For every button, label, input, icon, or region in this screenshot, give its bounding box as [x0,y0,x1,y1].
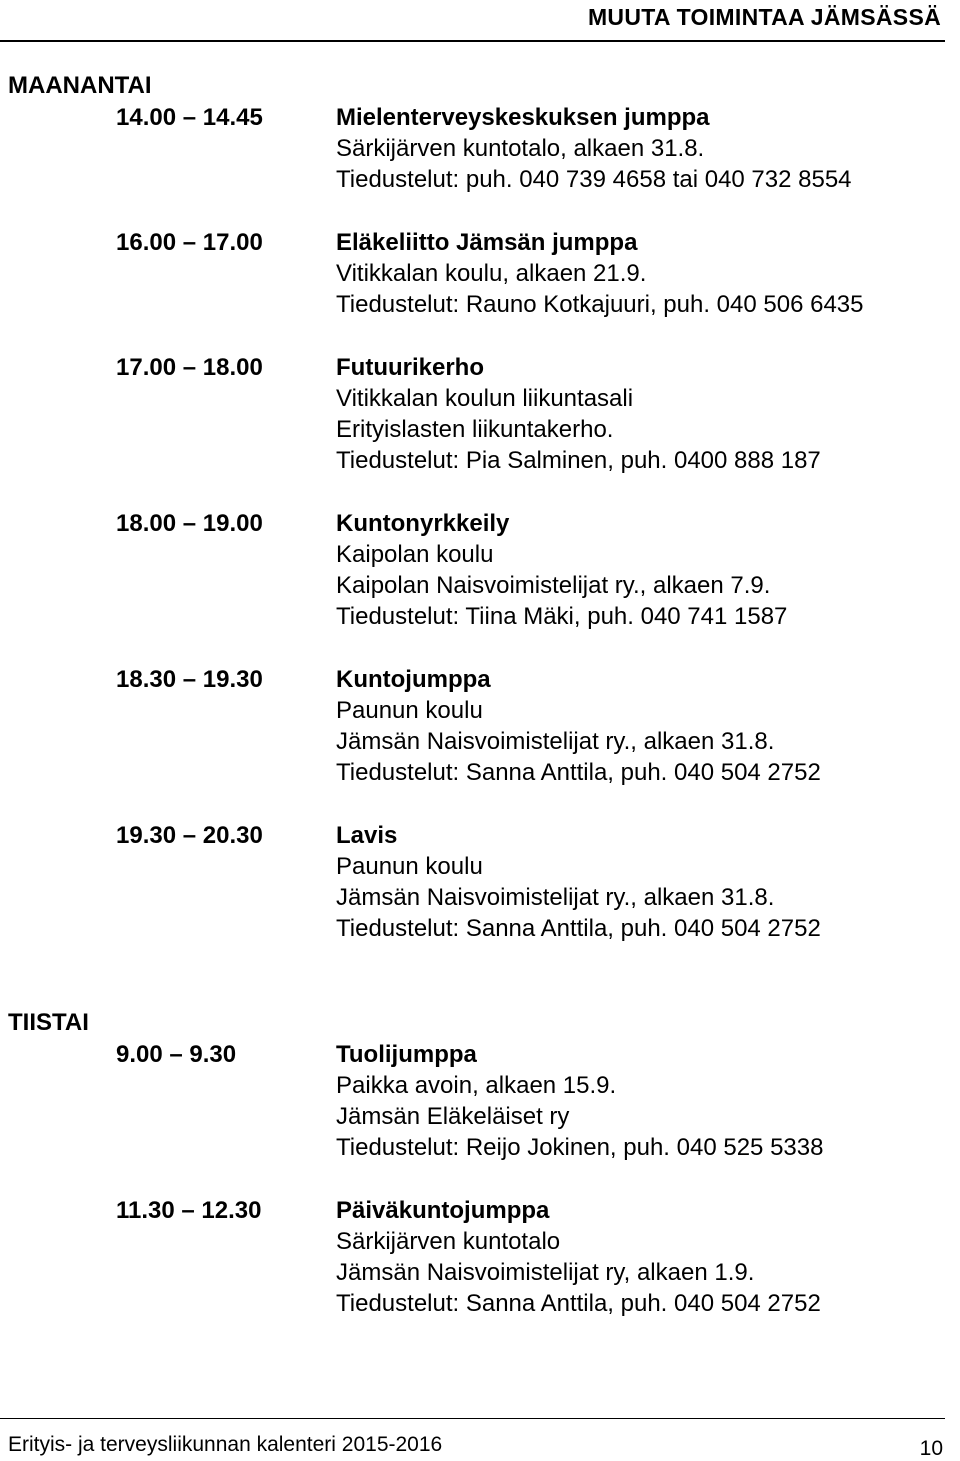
entry-detail: Paunun koulu [336,697,483,724]
entry-detail: Vitikkalan koulun liikuntasali [336,385,634,412]
entry-title: Päiväkuntojumppa [336,1197,550,1224]
entry-detail: Erityislasten liikuntakerho. [336,416,614,443]
entry-title: Futuurikerho [336,354,484,381]
entry-time: 18.30 – 19.30 [116,666,263,693]
entry-time: 11.30 – 12.30 [116,1197,262,1224]
day-label-tiistai: TIISTAI [8,1009,89,1036]
entry-detail: Särkijärven kuntotalo [336,1228,561,1255]
entry-time: 18.00 – 19.00 [116,510,263,537]
entry-time: 16.00 – 17.00 [116,229,263,256]
entry-detail: Tiedustelut: Rauno Kotkajuuri, puh. 040 506 6435 [336,291,864,318]
entry-detail: Jämsän Naisvoimistelijat ry., alkaen 31.8. [336,884,775,911]
entry-detail: Jämsän Naisvoimistelijat ry., alkaen 31.8. [336,728,775,755]
entry-detail: Särkijärven kuntotalo, alkaen 31.8. [336,135,705,162]
entry-title: Mielenterveyskeskuksen jumppa [336,104,710,131]
entry-title: Kuntojumppa [336,666,491,693]
entry-body [336,508,936,632]
page-title: MUUTA TOIMINTAA JÄMSÄSSÄ [587,4,941,30]
day-label-maanantai: MAANANTAI [8,72,152,99]
page-number: 10 [919,1437,943,1460]
entry-detail: Tiedustelut: Reijo Jokinen, puh. 040 525 5338 [336,1134,824,1161]
page-footer [0,1418,945,1459]
footer-text: Erityis- ja terveysliikunnan kalenteri 2015-2016 [8,1433,443,1456]
entry-time: 14.00 – 14.45 [116,104,263,131]
entry-title: Kuntonyrkkeily [336,510,510,537]
entry-body [336,664,936,788]
entry-time: 9.00 – 9.30 [116,1041,237,1068]
entry-title: Lavis [336,822,398,849]
entry-detail: Jämsän Naisvoimistelijat ry, alkaen 1.9. [336,1259,755,1286]
entry-body [336,1195,936,1319]
entry-detail: Paunun koulu [336,853,483,880]
entry-title: Tuolijumppa [336,1041,477,1068]
entry-body [336,820,936,944]
entry-title: Eläkeliitto Jämsän jumppa [336,229,638,256]
entry-detail: Kaipolan koulu [336,541,494,568]
entry-detail: Tiedustelut: Tiina Mäki, puh. 040 741 1587 [336,603,788,630]
entry-detail: Jämsän Eläkeläiset ry [336,1103,570,1130]
entry-detail: Tiedustelut: Sanna Anttila, puh. 040 504 2752 [336,915,821,942]
entry-body [336,227,936,320]
entry-body [336,102,936,195]
entry-time: 19.30 – 20.30 [116,822,263,849]
page-header [0,0,945,42]
entry-time: 17.00 – 18.00 [116,354,263,381]
entry-detail: Tiedustelut: Sanna Anttila, puh. 040 504 2752 [336,1290,821,1317]
entry-body [336,1039,936,1163]
entry-body [336,352,936,476]
entry-detail: Tiedustelut: Sanna Anttila, puh. 040 504 2752 [336,759,821,786]
entry-detail: Kaipolan Naisvoimistelijat ry., alkaen 7.9. [336,572,771,599]
entry-detail: Vitikkalan koulu, alkaen 21.9. [336,260,647,287]
entry-detail: Tiedustelut: Pia Salminen, puh. 0400 888 187 [336,447,821,474]
entry-detail: Paikka avoin, alkaen 15.9. [336,1072,617,1099]
entry-detail: Tiedustelut: puh. 040 739 4658 tai 040 732 8554 [336,166,852,193]
